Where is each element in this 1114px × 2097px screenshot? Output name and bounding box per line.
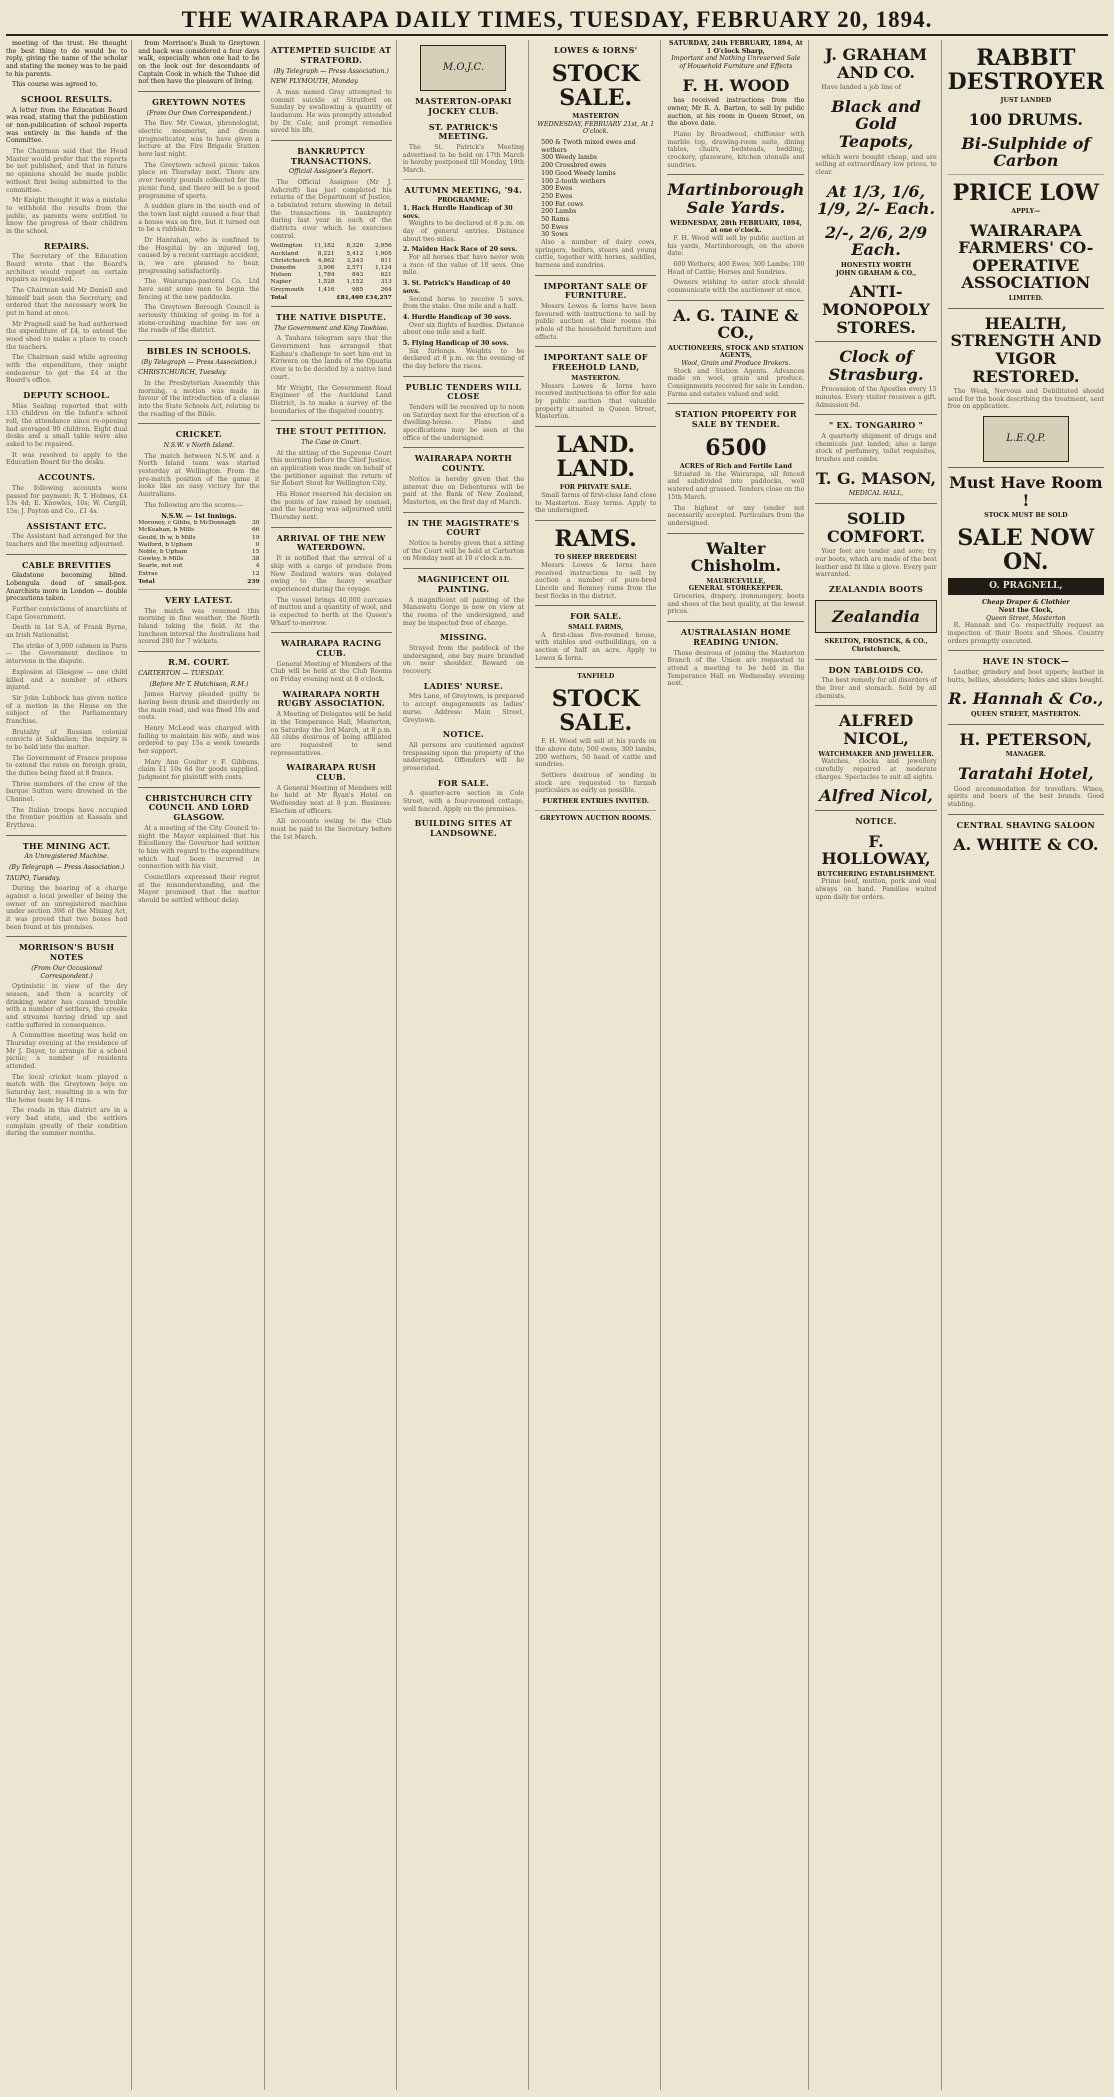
bibles-dateline: CHRISTCHURCH, Tuesday. bbox=[138, 369, 227, 377]
heading-oil-painting: MAGNIFICENT OIL PAINTING. bbox=[417, 574, 510, 594]
teapot-prices-2: 2/-, 2/6, 2/9 Each. bbox=[824, 222, 928, 260]
column-8: RABBIT DESTROYER JUST LANDED 100 DRUMS. Bi-Sulphide of Carbon PRICE LOW APPLY— WAIRARAPA FARMERS' CO-OPERATIVE ASSOCIATION LIMITED. HEALTH, STRENGTH AND VIGOR RESTORED. The Weak, Nervous and Debilitated should send for the book describing the treatment, sent free on application. L.E.Q.P. Must Have Room ! STOCK MUST BE SOLD SALE NOW ON. O. PRAGNELL, Cheap Draper & Clothier Next the Clock, Queen Street, Masterton R. Hannah and Co. respectfully request an inspection of their Boots and Shoes. Country orders promptly executed. HAVE IN STOCK— Leather, grindery and boot uppers; leather in butts, bellies, shoulders; hides and skins bought. R. Hannah & Co., QUEEN STREET, MASTERTON. H. PETERSON, MANAGER. Taratahi Hotel, Good accommodation for travellers. Wines, spirits and beers of the best brands. Good stabling. CENTRAL SHAVING SALOON A. WHITE & CO. bbox=[947, 45, 1104, 855]
freehold-place: MASTERTON. bbox=[571, 374, 621, 382]
court-dateline: CARTERTON — TUESDAY. bbox=[138, 669, 224, 677]
drums-count: 100 DRUMS. bbox=[968, 110, 1083, 130]
table-row: Wellington 11,182 8,326 2,956 bbox=[270, 243, 392, 250]
livestock-list bbox=[541, 139, 656, 239]
heading-mining-act: THE MINING ACT. bbox=[22, 840, 111, 851]
mining-press-assoc: (By Telegraph — Press Association.) bbox=[8, 864, 125, 872]
table-row: Nelson 1,784 843 621 bbox=[270, 272, 392, 279]
wood-notice: has received instructions from the owner, Mr R. A. Barton, to sell by public auction, at his room in Queen Street, on the above date. bbox=[667, 97, 805, 128]
columns bbox=[6, 40, 1108, 2090]
heading-attempted-suicide: ATTEMPTED SUICIDE AT STRATFORD. bbox=[271, 45, 392, 65]
heading-health: HEALTH, STRENGTH AND VIGOR RESTORED. bbox=[950, 313, 1102, 386]
table-row: Cowley, b Mills 38 bbox=[138, 556, 260, 563]
column-2: from Morrison's Bush to Greytown and back was considered a four days walk, especially when one had to be on the look out for descendants of Captain Cook in which the Tuhoe did not then have the pleasure of living. GREYTOWN NOTES (From Our Own Correspondent.) The Rev. Mr Cowan, phrenologist, electric mesmerist, and dream prognosticator, was to have given a lecture at the Fire Brigade Station here last night. The Greytown school picnic takes place on Thursday next. There are over twenty pounds collected for the picnic fund, and there will be a good programme of sports. A sudden glare in the south end of the town last night caused a fear that a house was on fire, but it turned out to be a rubbish fire. Dr Hanrahan, who is confined to the Hospital by an injured leg, caused by a recent carriage accident, is, we are pleased to hear, progressing satisfactorily. The Wairarapa-pastoral Co. Ltd have sent some men to begin the fencing at the new paddocks. The Greytown Borough Council is seriously thinking of going in for a stone-crushing machine for use on the roads of the district. BIBLES IN SCHOOLS. (By Telegraph — Press Association.) CHRISTCHURCH, Tuesday. In the Presbyterian Assembly this morning, a motion was made in favour of the introduction of a clause into the State Schools Act, relating to the reading of the Bible. CRICKET. N.S.W. v North Island. The match between N.S.W. and a North Island team was started yesterday at Wellington. From the pre-match position of the game it looks like an easy victory for the Australians. The following are the scores:— N.S.W. — 1st Innings. Moroney, c Gibbs, b McDonnagh 30 McKeahan, b Mills 66 Gould, lb w, b Mills 19 Walford, b Upham 0 Noble, b Upham 15 Cowley, b Mills 38 Searle, not out 4 Extras 12 Total 239 VERY LATEST. The match was resumed this morning in fine weather, the North Island taking the field. At the luncheon interval the Australians had scored 280 for 7 wickets. R.M. COURT. CARTERTON — TUESDAY. (Before Mr T. Hutchison, R.M.) James Harvey pleaded guilty to having been drunk and disorderly on the main road, and was fined 10s and costs. Henry McLeod was charged with failing to maintain his wife, and was ordered to pay 15s a week towards her support. Mary Ann Coulter v F. Gibbons, claim £1 10s 6d for goods supplied. Judgment for plaintiff with costs. CHRISTCHURCH CITY COUNCIL AND LORD GLASGOW. At a meeting of the City Council to-night the Mayor explained that his Excellency the Governor had written to him with regard to the expenditure which had been incurred in connection with his visit. Councillors expressed their regret at the misunderstanding, and the Mayor promised that the matter should be settled without delay. bbox=[138, 40, 264, 2090]
list-item: 100 2-tooth wethers bbox=[541, 177, 606, 185]
heading-autumn: AUTUMN MEETING, '94. bbox=[404, 184, 523, 195]
heading-cricket: CRICKET. bbox=[175, 429, 223, 440]
suicide-press-assoc: (By Telegraph — Press Association.) bbox=[273, 67, 389, 75]
taine-wool: Wool, Grain and Produce Brokers. bbox=[681, 360, 791, 368]
taine-subhead: AUCTIONEERS, STOCK AND STATION AGENTS, bbox=[667, 344, 804, 360]
list-item: 500 & Twoth mixed ewes and wethers bbox=[541, 139, 636, 154]
mining-dateline: TAUPO, Tuesday. bbox=[6, 874, 61, 882]
article-returns: A letter from the Education Board was read, stating that the publication or non-publication of school reports was entirely in the hands of the Committee. bbox=[6, 106, 128, 145]
court-magistrate: (Before Mr T. Hutchison, R.M.) bbox=[149, 680, 249, 688]
list-item: 50 Ewes bbox=[541, 223, 569, 231]
bankruptcy-table bbox=[271, 243, 392, 301]
heading-rams: RAMS. bbox=[554, 526, 637, 553]
nicol-trade: WATCHMAKER AND JEWELLER. bbox=[818, 750, 934, 758]
programme-heading: PROGRAMME: bbox=[437, 197, 490, 205]
peterson-manager: MANAGER. bbox=[1005, 751, 1046, 759]
suicide-dateline: NEW PLYMOUTH, Monday. bbox=[270, 78, 359, 86]
article-continued: from Morrison's Bush to Greytown and back was considered a four days walk, especially when one had to be on the look out for descendants of Captain Cook in which the Tuhoe did not then have the pleasure of living. bbox=[138, 40, 260, 86]
chisholm-place: MAURICEVILLE, bbox=[706, 577, 766, 585]
list-item: 200 Lambs bbox=[541, 208, 577, 216]
zealandia-logo-text: Zealandia bbox=[832, 606, 920, 626]
column-6: SATURDAY, 24th FEBRUARY, 1894, At 1 O'clock Sharp, Important and Nothing Unreserved Sale of Household Furniture and Effects F. H. WOOD has received instructions from the owner, Mr R. A. Barton, to sell by public auction, at his room in Queen Street, on the above date. Piano by Broadwood, chiffonier with marble top, drawing-room suite, dining tables, chairs, bedsteads, bedding, crockery, glassware, kitchen utensils and sundries. Martinborough Sale Yards. WEDNESDAY, 28th FEBRUARY, 1894, at one o'clock. F. H. Wood will sell by public auction at his yards, Martinborough, on the above date: 600 Wethers; 400 Ewes; 300 Lambs; 100 Head of Cattle; Horses and Sundries. Owners wishing to enter stock should communicate with the auctioneer at once. A. G. TAINE & CO., AUCTIONEERS, STOCK AND STATION AGENTS, Wool, Grain and Produce Brokers. Stock and Station Agents. Advances made on wool, grain and produce. Consignments received for sale in London. Farms and estates valued and sold. STATION PROPERTY FOR SALE BY TENDER. 6500 ACRES of Rich and Fertile Land Situated in the Wairarapa, all fenced and subdivided into paddocks, well watered and grassed. Tenders close on the 15th March. The highest or any tender not necessarily accepted. Particulars from the undersigned. Walter Chisholm. MAURICEVILLE, GENERAL STOREKEEPER. Groceries, drapery, ironmongery, boots and shoes of the best quality, at the lowest prices. AUSTRALASIAN HOME READING UNION. Those desirous of joining the Masterton Branch of the Union are requested to attend a meeting to be held in the Temperance Hall on Wednesday evening next. bbox=[667, 40, 809, 2090]
pragnell-name: O. PRAGNELL, bbox=[989, 581, 1063, 592]
heading-lowes-iorns: LOWES & IORNS' bbox=[554, 45, 638, 55]
heading-fh-wood: F. H. WOOD bbox=[682, 75, 790, 95]
table-row: Noble, b Upham 15 bbox=[138, 548, 260, 555]
native-subhead: The Government and King Tawhiao. bbox=[273, 324, 389, 332]
heading-native-dispute: THE NATIVE DISPUTE. bbox=[276, 312, 387, 323]
honestly-worth: HONESTLY WORTH bbox=[840, 262, 912, 270]
zealandia-logo bbox=[815, 600, 936, 634]
land-private-sale: FOR PRIVATE SALE. bbox=[559, 484, 632, 492]
sale-now-on: SALE NOW ON. bbox=[957, 524, 1095, 576]
column-5: LOWES & IORNS' STOCK SALE. MASTERTON WEDNESDAY, FEBRUARY 21st, At 1 O'clock. 500 & Twoth mixed ewes and wethers 300 Weedy lambs 200 Crossbred ewes 100 Good Weedy lambs 100 2-tooth wethers 300 Ewes 250 Ewes 100 Fat cows 200 Lambs 50 Rams 50 Ewes 30 Sows Also a number of dairy cows, springers, heifers, steers and young cattle, together with horses, saddles, harness and sundries. IMPORTANT SALE OF FURNITURE. Messrs Lowes & Iorns have been favoured with instructions to sell by public auction at their rooms the whole of the household furniture and effects. IMPORTANT SALE OF FREEHOLD LAND, MASTERTON. Messrs Lowes & Iorns have received instructions to offer for sale by public auction that valuable property situated in Queen Street, Masterton. LAND. LAND. FOR PRIVATE SALE. Small farms of first-class land close to Masterton. Easy terms. Apply to the undersigned. RAMS. TO SHEEP BREEDERS! Messrs Lowes & Iorns have received instructions to sell by auction a number of pure-bred Lincoln and Romney rams from the best flocks in the district. FOR SALE. SMALL FARMS, A first-class five-roomed house, with stables and outbuildings, on a section of half an acre. Apply to Lowes & Iorns. TANFIELD STOCK SALE. F. H. Wood will sell at his yards on the above date, 500 ewes, 300 lambs, 200 wethers, 50 head of cattle and sundries. Settlers desirous of sending in stock are requested to furnish particulars as early as possible. FURTHER ENTRIES INVITED. GREYTOWN AUCTION ROOMS. bbox=[535, 40, 661, 2090]
skelton-frostick: SKELTON, FROSTICK, & CO., Christchurch, bbox=[824, 638, 928, 653]
table-row: Moroney, c Gibbs, b McDonnagh 30 bbox=[138, 520, 260, 527]
event-5: 5. Flying Handicap of 30 sovs. bbox=[402, 339, 509, 347]
heading-don-tabloids: DON TABLOIDS CO. bbox=[828, 664, 924, 675]
event-4: 4. Hurdle Handicap of 30 sovs. bbox=[402, 313, 512, 321]
heading-taine: A. G. TAINE & CO., bbox=[673, 305, 799, 343]
heading-land-land: LAND. LAND. bbox=[556, 431, 636, 483]
stock-must-be-sold: STOCK MUST BE SOLD bbox=[984, 512, 1068, 520]
event-1: 1. Hack Hurdle Handicap of 30 sovs. bbox=[402, 205, 513, 220]
bankruptcy-subhead: Official Assignee's Report. bbox=[289, 168, 374, 176]
heading-building-sites: BUILDING SITES AT LANDSOWNE. bbox=[414, 818, 513, 839]
list-item: 50 Rams bbox=[541, 215, 569, 223]
bisulphide: Bi-Sulphide of Carbon bbox=[961, 133, 1091, 171]
heading-notice-7: NOTICE. bbox=[855, 815, 897, 826]
anti-monopoly: ANTI-MONOPOLY STORES. bbox=[822, 282, 930, 337]
column-1: meeting of the trust. He thought the best thing to do would be to reply, giving the name of the scholar and stating the money was to be paid to his parents. This course was agreed to. SCHOOL RESULTS. A letter from the Education Board was read, stating that the publication or non-publication of school reports was entirely in the hands of the Committee. The Chairman said that the Head Master would prefer that the reports be not published, and that in future no opinions should be made public without first being submitted to the committee. Mr Knight thought it was a mistake to withhold the results from the public, as parents were entitled to know the progress of their children in the school. REPAIRS. The Secretary of the Education Board wrote that the Board's architect would report on certain repairs as requested. The Chairman said Mr Daniell and himself had seen the Secretary, and ordered that the necessary work be put in hand at once. Mr Pragnell said he had authorised the expenditure of £4, to extend the wood shed to make a place to coach the teachers. The Chairman said while agreeing with the expenditure, they might endeavour to get the £4 at the Board's office. DEPUTY SCHOOL. Miss Sealing reported that with 133 children on the Infant's school roll, the attendance since re-opening had averaged 90 children. Eight dual desks and a small table were also asked to be repaired. It was resolved to apply to the Education Board for the desks. ACCOUNTS. The following accounts were passed for payment: R. T. Holmes, £4 13s 4d; E. Knowles, 10s; W. Cargill, 15s; J. Payton and Co., £1 4s. ASSISTANT ETC. The Assistant had arranged for the teachers and the meeting adjourned. CABLE BREVITIES Gladstone becoming blind. Lobengula dead of small-pox. Anarchists more in London — double precautions taken. Further convictions of anarchists at Cape Government. Death in 1st S.A. of Frank Byrne, an Irish Nationalist. The strike of 3,000 cabmen in Paris — the Government declines to intervene in the dispute. Explosion at Glasgow — one child killed and a number of others injured. Sir John Lubbock has given notice of a motion in the House on the subject of the Parliamentary franchise. Brutality of Russian colonial convicts at Sakhalien; the inquiry is to be held into the matter. The Government of France propose to extend the rates on foreign grain, the duties being fixed at 8 francs. Three members of the crew of the barque Sutton were drowned in the Channel. The Italian troops have occupied the frontier position at Kassala and Erythrea. THE MINING ACT. An Unregistered Machine. (By Telegraph — Press Association.) TAUPO, Tuesday. During the hearing of a charge against a local jeweller of being the owner of an unregistered machine under section 398 of the Mining Act, it was proved that two boxes had been found at his premises. MORRISON'S BUSH NOTES (From Our Occasional Correspondent.) Optimistic in view of the dry season, and then a scarcity of drinking water has caused trouble with a number of settlers, the creeks and streams having dried up and cattle suffered in consequence. A Committee meeting was held on Thursday evening at the residence of Mr J. Dayer, to arrange for a school picnic; a number of residents attended. The local cricket team played a match with the Greytown boys on Saturday last, resulting in a win for the home team by 14 runs. The roads in this district are in a very bad state, and the settlers complain greatly of their condition during the summer months. bbox=[6, 40, 132, 2090]
acres-figure: 6500 bbox=[705, 434, 767, 461]
heading-stock-sale: STOCK SALE. bbox=[551, 60, 640, 111]
masthead-title: THE WAIRARAPA DAILY TIMES, TUESDAY, FEBRUARY 20, 1894. bbox=[6, 6, 1108, 36]
scores-heading: N.S.W. — 1st Innings. bbox=[161, 512, 237, 520]
heading-freehold-land: IMPORTANT SALE OF FREEHOLD LAND, bbox=[543, 352, 648, 373]
heading-alfred-nicol: ALFRED NICOL, bbox=[838, 711, 914, 748]
nicol-signature: Alfred Nicol, bbox=[819, 786, 933, 806]
heading-jockey-club: MASTERTON-OPAKI JOCKEY CLUB. bbox=[415, 96, 512, 116]
limited-label: LIMITED. bbox=[1008, 295, 1043, 303]
table-row: Dunedin 3,906 2,571 1,124 bbox=[270, 265, 392, 272]
table-row: Christchurch 4,862 3,243 811 bbox=[270, 257, 392, 264]
heading-bankruptcy: BANKRUPTCY TRANSACTIONS. bbox=[290, 145, 372, 166]
table-row: Napier 1,528 1,152 313 bbox=[270, 279, 392, 286]
heading-stock-sale-2: STOCK SALE. bbox=[551, 686, 640, 737]
have-in-stock: HAVE IN STOCK— bbox=[982, 656, 1069, 667]
hannah-co: R. Hannah & Co., bbox=[948, 689, 1104, 709]
martinborough-date: WEDNESDAY, 28th FEBRUARY, 1894, at one o'clock. bbox=[669, 219, 802, 235]
heading-public-tenders: PUBLIC TENDERS WILL CLOSE bbox=[405, 381, 522, 402]
heading-magistrates-court: IN THE MAGISTRATE'S COURT bbox=[407, 517, 520, 538]
price-low: PRICE LOW bbox=[952, 179, 1100, 206]
mining-subhead: An Unregistered Machine. bbox=[24, 853, 109, 861]
cable-text: Gladstone becoming blind. Lobengula dead of small-pox. Anarchists more in London — double precautions taken. bbox=[6, 572, 128, 603]
column-7: J. GRAHAM AND CO. Have landed a job line of Black and Gold Teapots, which were bought cheap, and are selling at extraordinary low prices, to clear. At 1/3, 1/6, 1/9, 2/- Each. 2/-, 2/6, 2/9 Each. HONESTLY WORTH JOHN GRAHAM & CO., ANTI-MONOPOLY STORES. Clock of Strasburg. Procession of the Apostles every 15 minutes. Every visitor receives a gift. Admission 6d. " EX. TONGARIRO " A quarterly shipment of drugs and chemicals just landed; also a large stock of perfumery, toilet requisites, brushes and combs. T. G. MASON, MEDICAL HALL, SOLID COMFORT. Your feet are tender and sore; try our boots, which are made of the best leather and fit like a glove. Every pair warranted. ZEALANDIA BOOTS Zealandia SKELTON, FROSTICK, & CO., Christchurch, DON TABLOIDS CO. The best remedy for all disorders of the liver and stomach. Sold by all chemists. ALFRED NICOL, WATCHMAKER AND JEWELLER. Watches, clocks and jewellery carefully repaired at moderate charges. Spectacles to suit all sights. Alfred Nicol, NOTICE. F. HOLLOWAY, BUTCHERING ESTABLISHMENT. Prime beef, mutton, pork and veal always on hand. Families waited upon daily for orders. bbox=[815, 40, 941, 2090]
pragnell-subhead: Cheap Draper & Clothier bbox=[981, 599, 1070, 607]
event-3: 3. St. Patrick's Handicap of 40 sovs. bbox=[402, 280, 511, 295]
heading-furniture-sale: IMPORTANT SALE OF FURNITURE. bbox=[543, 280, 648, 301]
sale-date-saturday: SATURDAY, 24th FEBRUARY, 1894, At 1 O'clock Sharp, bbox=[669, 40, 803, 55]
apply-label: APPLY— bbox=[1011, 208, 1041, 216]
teapots-line: Black and Gold Teapots, bbox=[831, 96, 921, 152]
hannah-address: QUEEN STREET, MASTERTON. bbox=[970, 711, 1081, 719]
heading-graham: J. GRAHAM AND CO. bbox=[824, 45, 928, 82]
heading-very-latest: VERY LATEST. bbox=[165, 595, 233, 605]
heading-holloway: F. HOLLOWAY, bbox=[821, 831, 931, 869]
column-4: M.O.J.C. MASTERTON-OPAKI JOCKEY CLUB. ST. PATRICK'S MEETING. The St. Patrick's Meeting advertised to be held on 17th March is hereby postponed till Monday, 19th March. AUTUMN MEETING, '94. PROGRAMME: 1. Hack Hurdle Handicap of 30 sovs. Weights to be declared at 8 p.m. on day of general entries. Distance about two miles. 2. Maiden Hack Race of 20 sovs. For all horses that have never won a race of the value of 10 sovs. One mile. 3. St. Patrick's Handicap of 40 sovs. Second horse to receive 5 sovs. from the stake. One mile and a half. 4. Hurdle Handicap of 30 sovs. Over six flights of hurdles. Distance about one mile and a half. 5. Flying Handicap of 30 sovs. Six furlongs. Weights to be declared at 8 p.m. on the evening of the day before the races. PUBLIC TENDERS WILL CLOSE Tenders will be received up to noon on Saturday next for the erection of a dwelling-house. Plans and specifications may be seen at the office of the undersigned. WAIRARAPA NORTH COUNTY. Notice is hereby given that the interest due on Debentures will be paid at the Bank of New Zealand, Masterton, on the first day of March. IN THE MAGISTRATE'S COURT Notice is hereby given that a sitting of the Court will be held at Carterton on Monday next at 10 o'clock a.m. MAGNIFICENT OIL PAINTING. A magnificent oil painting of the Manawatu Gorge is now on view at the rooms of the undersigned, and may be inspected free of charge. MISSING. Strayed from the paddock of the undersigned, one bay mare branded on near shoulder. Reward on recovery. LADIES' NURSE. Mrs Lane, of Greytown, is prepared to accept engagements as ladies' nurse. Address: Main Street, Greytown. NOTICE. All persons are cautioned against trespassing upon the property of the undersigned. Offenders will be prosecuted. FOR SALE. A quarter-acre section in Cole Street, with a four-roomed cottage, well fenced. Apply on the premises. BUILDING SITES AT LANDSOWNE. bbox=[403, 40, 529, 2090]
butchering: BUTCHERING ESTABLISHMENT. bbox=[816, 870, 936, 878]
stock-sale-place: MASTERTON bbox=[572, 113, 620, 121]
article-agreed: This course was agreed to. bbox=[12, 81, 98, 89]
chisholm-trade: GENERAL STOREKEEPER. bbox=[688, 585, 784, 593]
heading-rm-court: R.M. COURT. bbox=[168, 657, 230, 668]
heading-martinborough: Martinborough Sale Yards. bbox=[667, 180, 805, 217]
tanfield-heading: TANFIELD bbox=[577, 673, 615, 681]
heading-morrisons-bush: MORRISON'S BUSH NOTES bbox=[18, 942, 115, 963]
heading-station-property: STATION PROPERTY FOR SALE BY TENDER. bbox=[674, 409, 797, 430]
heading-racing-club: WAIRARAPA RACING CLUB. bbox=[280, 638, 382, 658]
acres-subhead: ACRES of Rich and Fertile Land bbox=[679, 463, 792, 471]
just-landed: JUST LANDED bbox=[1000, 97, 1052, 105]
heading-notice: NOTICE. bbox=[442, 729, 485, 740]
heading-cable-brevities: CABLE BREVITIES bbox=[21, 559, 112, 570]
greytown-auction-rooms: GREYTOWN AUCTION ROOMS. bbox=[540, 814, 652, 822]
morrisons-correspondent: (From Our Occasional Correspondent.) bbox=[31, 964, 102, 980]
table-row: Greymouth 1,416 985 264 bbox=[270, 286, 392, 293]
heading-north-county: WAIRARAPA NORTH COUNTY. bbox=[414, 453, 513, 474]
heading-deputy-school: DEPUTY SCHOOL. bbox=[23, 390, 110, 401]
list-item: 200 Crossbred ewes bbox=[541, 162, 607, 170]
table-row: Searle, not out 4 bbox=[138, 563, 260, 570]
teapot-prices: At 1/3, 1/6, 1/9, 2/- Each. bbox=[817, 181, 936, 219]
heading-christchurch-council: CHRISTCHURCH CITY COUNCIL AND LORD GLASGOW. bbox=[145, 792, 253, 823]
pragnell-banner bbox=[948, 578, 1104, 595]
list-item: 30 Sows bbox=[541, 231, 568, 239]
heading-arrival: ARRIVAL OF THE NEW WATERDOWN. bbox=[276, 532, 386, 553]
household-sale: Important and Nothing Unreserved Sale of Household Furniture and Effects bbox=[671, 55, 801, 71]
list-item: 100 Fat cows bbox=[541, 200, 584, 208]
further-entries: FURTHER ENTRIES INVITED. bbox=[542, 798, 649, 806]
table-row: Walford, b Upham 0 bbox=[138, 541, 260, 548]
cricket-subhead: N.S.W. v North Island. bbox=[163, 442, 235, 450]
heading-zealandia-boots: ZEALANDIA BOOTS bbox=[829, 583, 924, 594]
heading-school-results: SCHOOL RESULTS. bbox=[21, 94, 113, 105]
bibles-press-assoc: (By Telegraph — Press Association.) bbox=[141, 358, 257, 366]
heading-ladies-nurse: LADIES' NURSE. bbox=[423, 680, 504, 691]
list-item: 100 Good Weedy lambs bbox=[541, 169, 616, 177]
heading-mason: T. G. MASON, bbox=[816, 468, 937, 488]
article-intro: meeting of the trust. He thought the best thing to do would be to reply, giving the name of the scholar and stating the money was to be paid to his parents. bbox=[6, 40, 128, 78]
heading-rush-club: WAIRARAPA RUSH CLUB. bbox=[286, 762, 377, 782]
heading-assistant: ASSISTANT ETC. bbox=[26, 520, 107, 531]
greytown-correspondent: (From Our Own Correspondent.) bbox=[146, 109, 252, 117]
next-the-clock: Next the Clock, bbox=[998, 607, 1053, 614]
table-row: Total 239 bbox=[138, 577, 260, 585]
table-row: Auckland 8,221 5,412 1,905 bbox=[270, 250, 392, 257]
small-farms: SMALL FARMS, bbox=[568, 623, 624, 631]
heading-for-sale-land: FOR SALE. bbox=[437, 777, 490, 788]
list-item: 300 Weedy lambs bbox=[541, 154, 598, 162]
heading-solid-comfort: SOLID COMFORT. bbox=[826, 509, 926, 546]
heading-st-patricks: ST. PATRICK'S MEETING. bbox=[428, 121, 499, 142]
white-co: A. WHITE & CO. bbox=[953, 835, 1099, 855]
club-crest-image: M.O.J.C. bbox=[420, 45, 506, 91]
graham-co: JOHN GRAHAM & CO., bbox=[835, 269, 917, 277]
heading-for-sale: FOR SALE. bbox=[570, 611, 622, 622]
heading-rabbit-destroyer: RABBIT DESTROYER bbox=[947, 45, 1104, 96]
must-have-room: Must Have Room ! bbox=[949, 473, 1103, 510]
heading-ex-tongariro: " EX. TONGARIRO " bbox=[828, 420, 924, 431]
list-item: 300 Ewes bbox=[541, 185, 573, 193]
rams-subhead: TO SHEEP BREEDERS! bbox=[554, 554, 637, 562]
table-row: Extras 12 bbox=[138, 570, 260, 577]
heading-missing: MISSING. bbox=[440, 632, 487, 643]
heading-repairs: REPAIRS. bbox=[43, 240, 90, 251]
heading-walter-chisholm: Walter Chisholm. bbox=[690, 538, 782, 576]
central-shaving: CENTRAL SHAVING SALOON bbox=[956, 819, 1095, 830]
heading-greytown-notes: GREYTOWN NOTES bbox=[152, 97, 246, 108]
heading-reading-union: AUSTRALASIAN HOME READING UNION. bbox=[680, 627, 791, 647]
list-item: 250 Ewes bbox=[541, 192, 573, 200]
taratahi-hotel: Taratahi Hotel, bbox=[958, 763, 1094, 783]
table-row: Total £81,460 £34,257 bbox=[270, 293, 392, 301]
heading-peterson: H. PETERSON, bbox=[959, 729, 1093, 749]
farmers-association: WAIRARAPA FARMERS' CO-OPERATIVE ASSOCIATION bbox=[958, 220, 1094, 293]
queen-street: Queen Street, Masterton bbox=[986, 614, 1066, 622]
heading-clock-strasburg: Clock of Strasburg. bbox=[828, 347, 924, 384]
heading-rugby-association: WAIRARAPA NORTH RUGBY ASSOCIATION. bbox=[277, 688, 386, 709]
stock-sale-date: WEDNESDAY, FEBRUARY 21st, At 1 O'clock. bbox=[537, 120, 655, 136]
table-row: McKeahan, b Mills 66 bbox=[138, 527, 260, 534]
stout-subhead: The Case in Court. bbox=[301, 438, 362, 446]
table-row: Gould, lb w, b Mills 19 bbox=[138, 534, 260, 541]
mason-subhead: MEDICAL HALL, bbox=[848, 490, 904, 498]
event-2: 2. Maiden Hack Race of 20 sovs. bbox=[402, 246, 518, 254]
signature-seal-image: L.E.Q.P. bbox=[983, 416, 1069, 462]
column-3: ATTEMPTED SUICIDE AT STRATFORD. (By Telegraph — Press Association.) NEW PLYMOUTH, Monday. A man named Gray attempted to commit suicide at Stratford on Sunday by swallowing a quantity of laudanum. He was promptly attended by Dr. Cole, and prompt remedies saved his life. BANKRUPTCY TRANSACTIONS. Official Assignee's Report. The Official Assignee (Mr J. Ashcroft) has just completed his returns of the Department of Justice, a tabulated return showing in detail the transactions in bankruptcy during last year in each of the districts over which he exercises control. Wellington 11,182 8,326 2,956 Auckland 8,221 5,412 1,905 Christchurch 4,862 3,243 811 Dunedin 3,906 2,571 1,124 Nelson 1,784 843 621 Napier 1,528 1,152 313 Greymouth 1,416 985 264 Total £81,460 £34,257 THE NATIVE DISPUTE. The Government and King Tawhiao. A Tauhara telegram says that the Government has arranged that Kaihau's challenge to sort him out in Kiriwera on the lands of the Opuatia river is to be decided by a native land court. Mr Wright, the Government Road Engineer of the Auckland Land District, is to make a survey of the boundaries of the disputed country. THE STOUT PETITION. The Case in Court. At the sitting of the Supreme Court this morning before the Chief Justice, an application was made on behalf of the petitioner against the return of Sir Robert Stout for Wellington City. His Honor reserved his decision on the points of law raised by counsel, and the hearing was adjourned until Thursday next. ARRIVAL OF THE NEW WATERDOWN. It is notified that the arrival of a ship with a cargo of produce from New Zealand waters was delayed owing to the heavy weather experienced during the voyage. The vessel brings 40,000 carcases of mutton and a quantity of wool, and is expected to berth at the Queen's Wharf to-morrow. WAIRARAPA RACING CLUB. General Meeting of Members of the Club will be held at the Club Rooms on Friday evening next at 8 o'clock. WAIRARAPA NORTH RUGBY ASSOCIATION. A Meeting of Delegates will be held in the Temperance Hall, Masterton, on Saturday the 3rd March, at 8 p.m. All clubs desirous of being affiliated are requested to send representatives. WAIRARAPA RUSH CLUB. A General Meeting of Members will be held at Mr Ryan's Hotel on Wednesday next at 8 p.m. Business: Election of officers. All accounts owing to the Club must be paid to the Secretary before the 1st March. bbox=[271, 40, 397, 2090]
heading-stout-petition: THE STOUT PETITION. bbox=[275, 426, 387, 437]
cricket-scoreboard bbox=[138, 520, 259, 585]
heading-bibles-in-schools: BIBLES IN SCHOOLS. bbox=[146, 345, 252, 356]
heading-accounts: ACCOUNTS. bbox=[38, 472, 96, 483]
